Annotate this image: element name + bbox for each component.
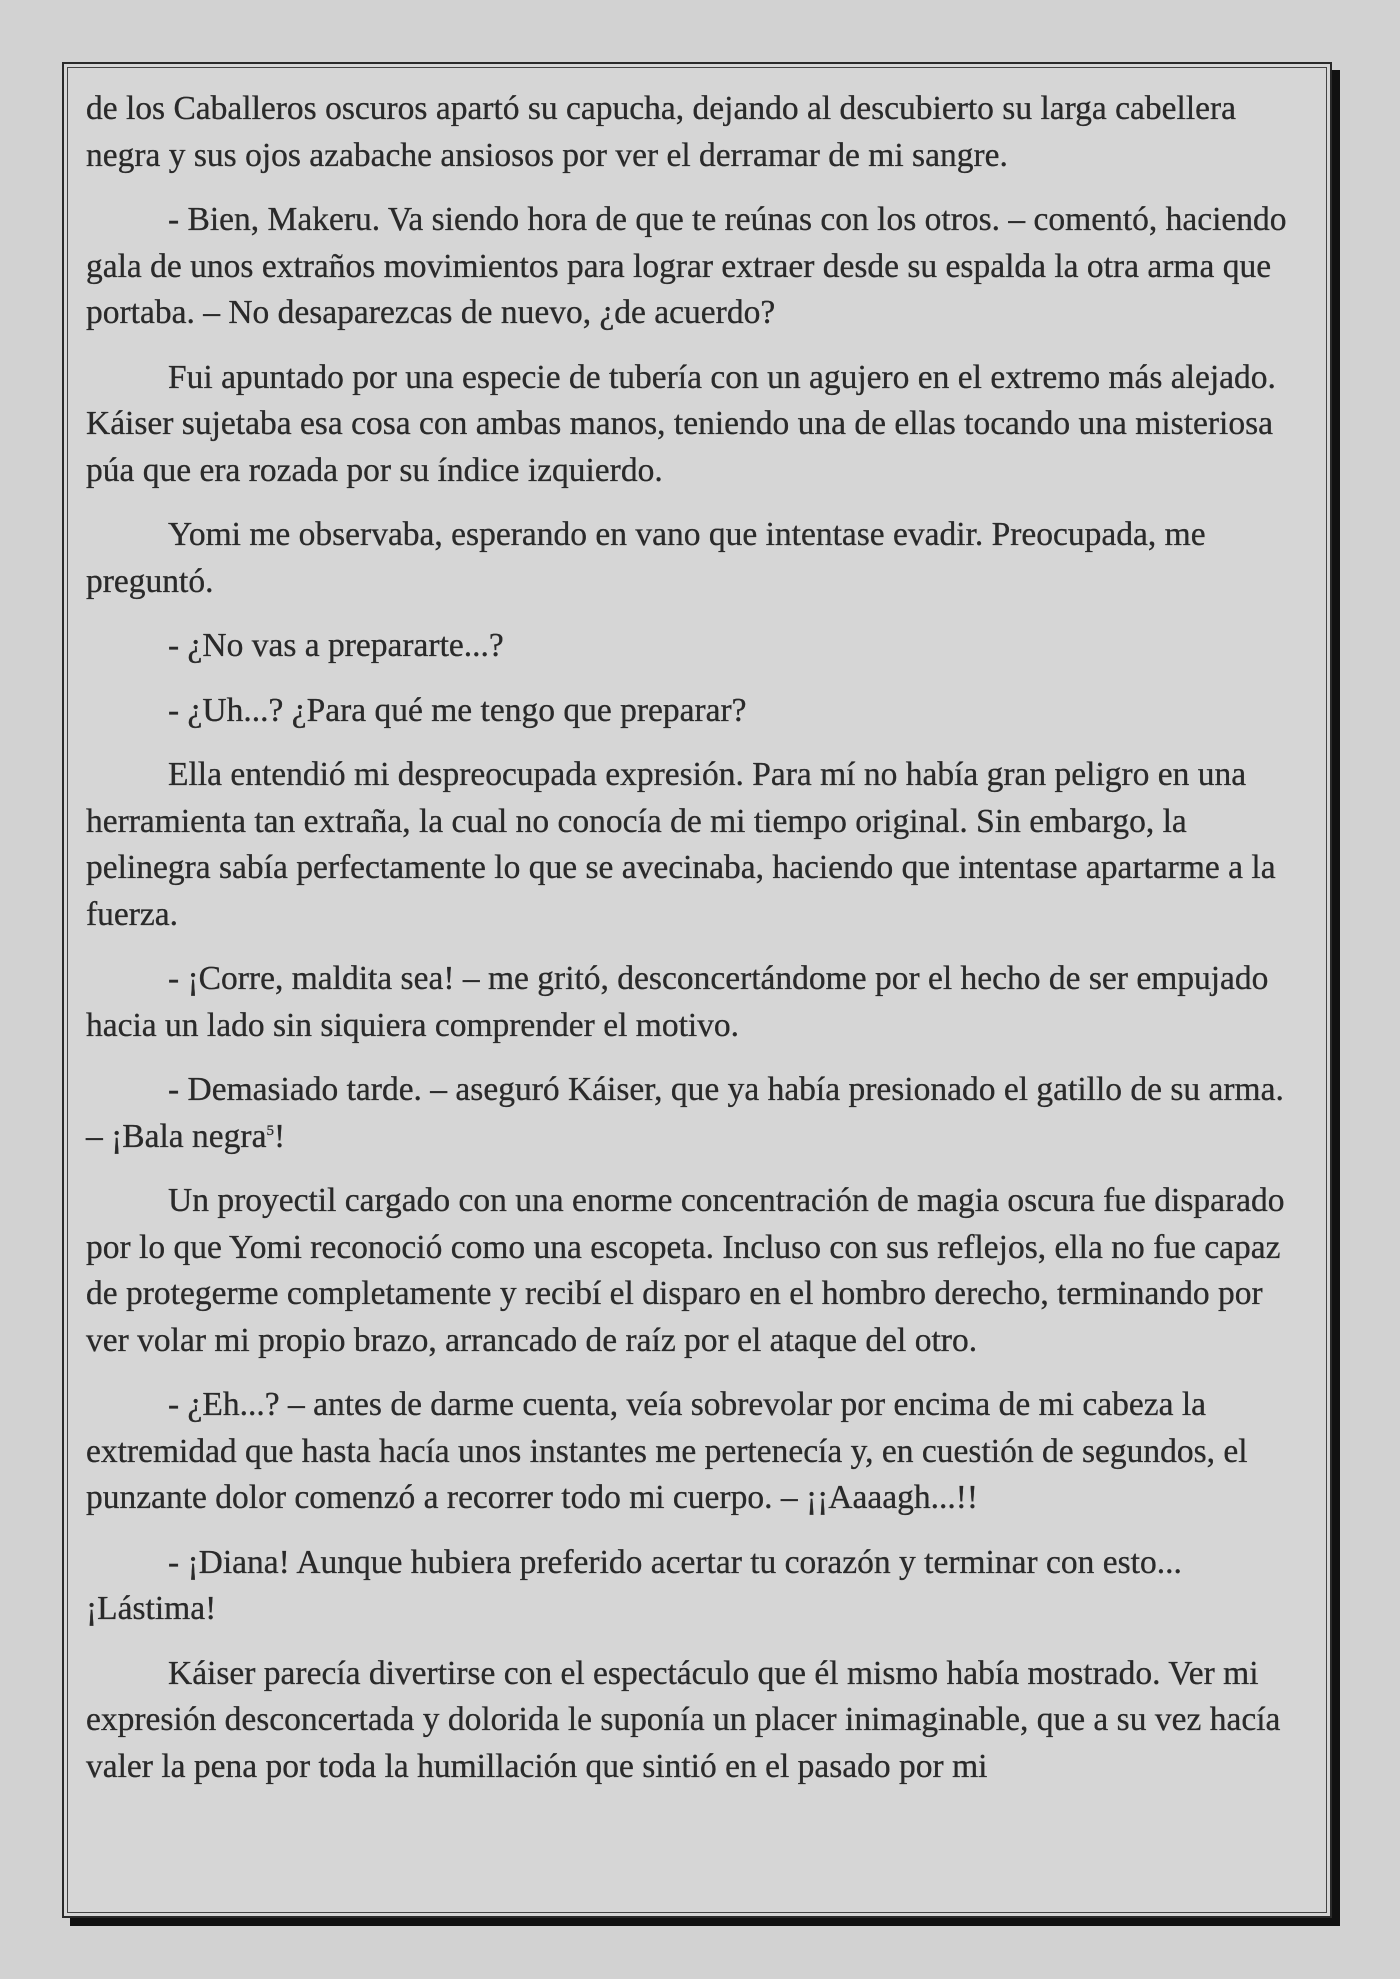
- paragraph-9-text: - Demasiado tarde. – aseguró Káiser, que ya había presionado el gatillo de su arma. – ¡Bala negra: [86, 1071, 1284, 1155]
- paragraph-10: Un proyectil cargado con una enorme concentración de magia oscura fue disparado por lo que Yomi reconoció como una escopeta. Incluso con sus reflejos, ella no fue capaz de protegerme completamente y recibí el disparo en el hombro derecho, terminando por ver volar mi propio brazo, arrancado de raíz por el ataque del otro.: [86, 1182, 1285, 1359]
- paragraph-5: - ¿No vas a prepararte...?: [168, 627, 504, 664]
- paragraph-11: - ¿Eh...? – antes de darme cuenta, veía sobrevolar por encima de mi cabeza la extremidad que hasta hacía unos instantes me pertenecía y, en cuestión de segundos, el punzante dolor comenzó a recorrer todo mi cuerpo. – ¡¡Aaaagh...!!: [86, 1386, 1248, 1516]
- paragraph-9-text-end: !: [273, 1117, 286, 1155]
- page-frame: [62, 62, 1332, 1918]
- paragraph-2: - Bien, Makeru. Va siendo hora de que te reúnas con los otros. – comentó, haciendo gala de unos extraños movimientos para lograr extraer desde su espalda la otra arma que portaba. – No desaparezcas de nuevo, ¿de acuerdo?: [86, 201, 1287, 331]
- paragraph-13: Káiser parecía divertirse con el espectáculo que él mismo había mostrado. Ver mi expresión desconcertada y dolorida le suponía un placer inimaginable, que a su vez hacía valer la pena por toda la humillación que sintió en el pasado por mi: [86, 1654, 1281, 1785]
- paragraph-12: - ¡Diana! Aunque hubiera preferido acertar tu corazón y terminar con esto... ¡Lástima!: [86, 1543, 1182, 1627]
- paragraph-7: Ella entendió mi despreocupada expresión. Para mí no había gran peligro en una herramienta tan extraña, la cual no conocía de mi tiempo original. Sin embargo, la pelinegra sabía perfectamente lo que se avecinaba, haciendo que intentase apartarme a la fuerza.: [86, 756, 1276, 933]
- paragraph-9: [86, 1067, 1304, 1160]
- paragraph-8: - ¡Corre, maldita sea! – me gritó, desconcertándome por el hecho de ser empujado hacia un lado sin siquiera comprender el motivo.: [86, 960, 1269, 1044]
- paragraph-6: - ¿Uh...? ¿Para qué me tengo que preparar?: [168, 691, 747, 729]
- page-body: [67, 67, 1327, 1913]
- paragraph-4: Yomi me observaba, esperando en vano que intentase evadir. Preocupada, me preguntó.: [86, 516, 1206, 600]
- footnote-marker[interactable]: 5: [266, 1122, 274, 1139]
- paragraph-1: de los Caballeros oscuros apartó su capucha, dejando al descubierto su larga cabellera negra y sus ojos azabache ansiosos por ver el derramar de mi sangre.: [86, 90, 1237, 174]
- paragraph-3: Fui apuntado por una especie de tubería con un agujero en el extremo más alejado. Káiser sujetaba esa cosa con ambas manos, teniendo una de ellas tocando una misteriosa púa que era rozada por su índice izquierdo.: [86, 358, 1276, 489]
